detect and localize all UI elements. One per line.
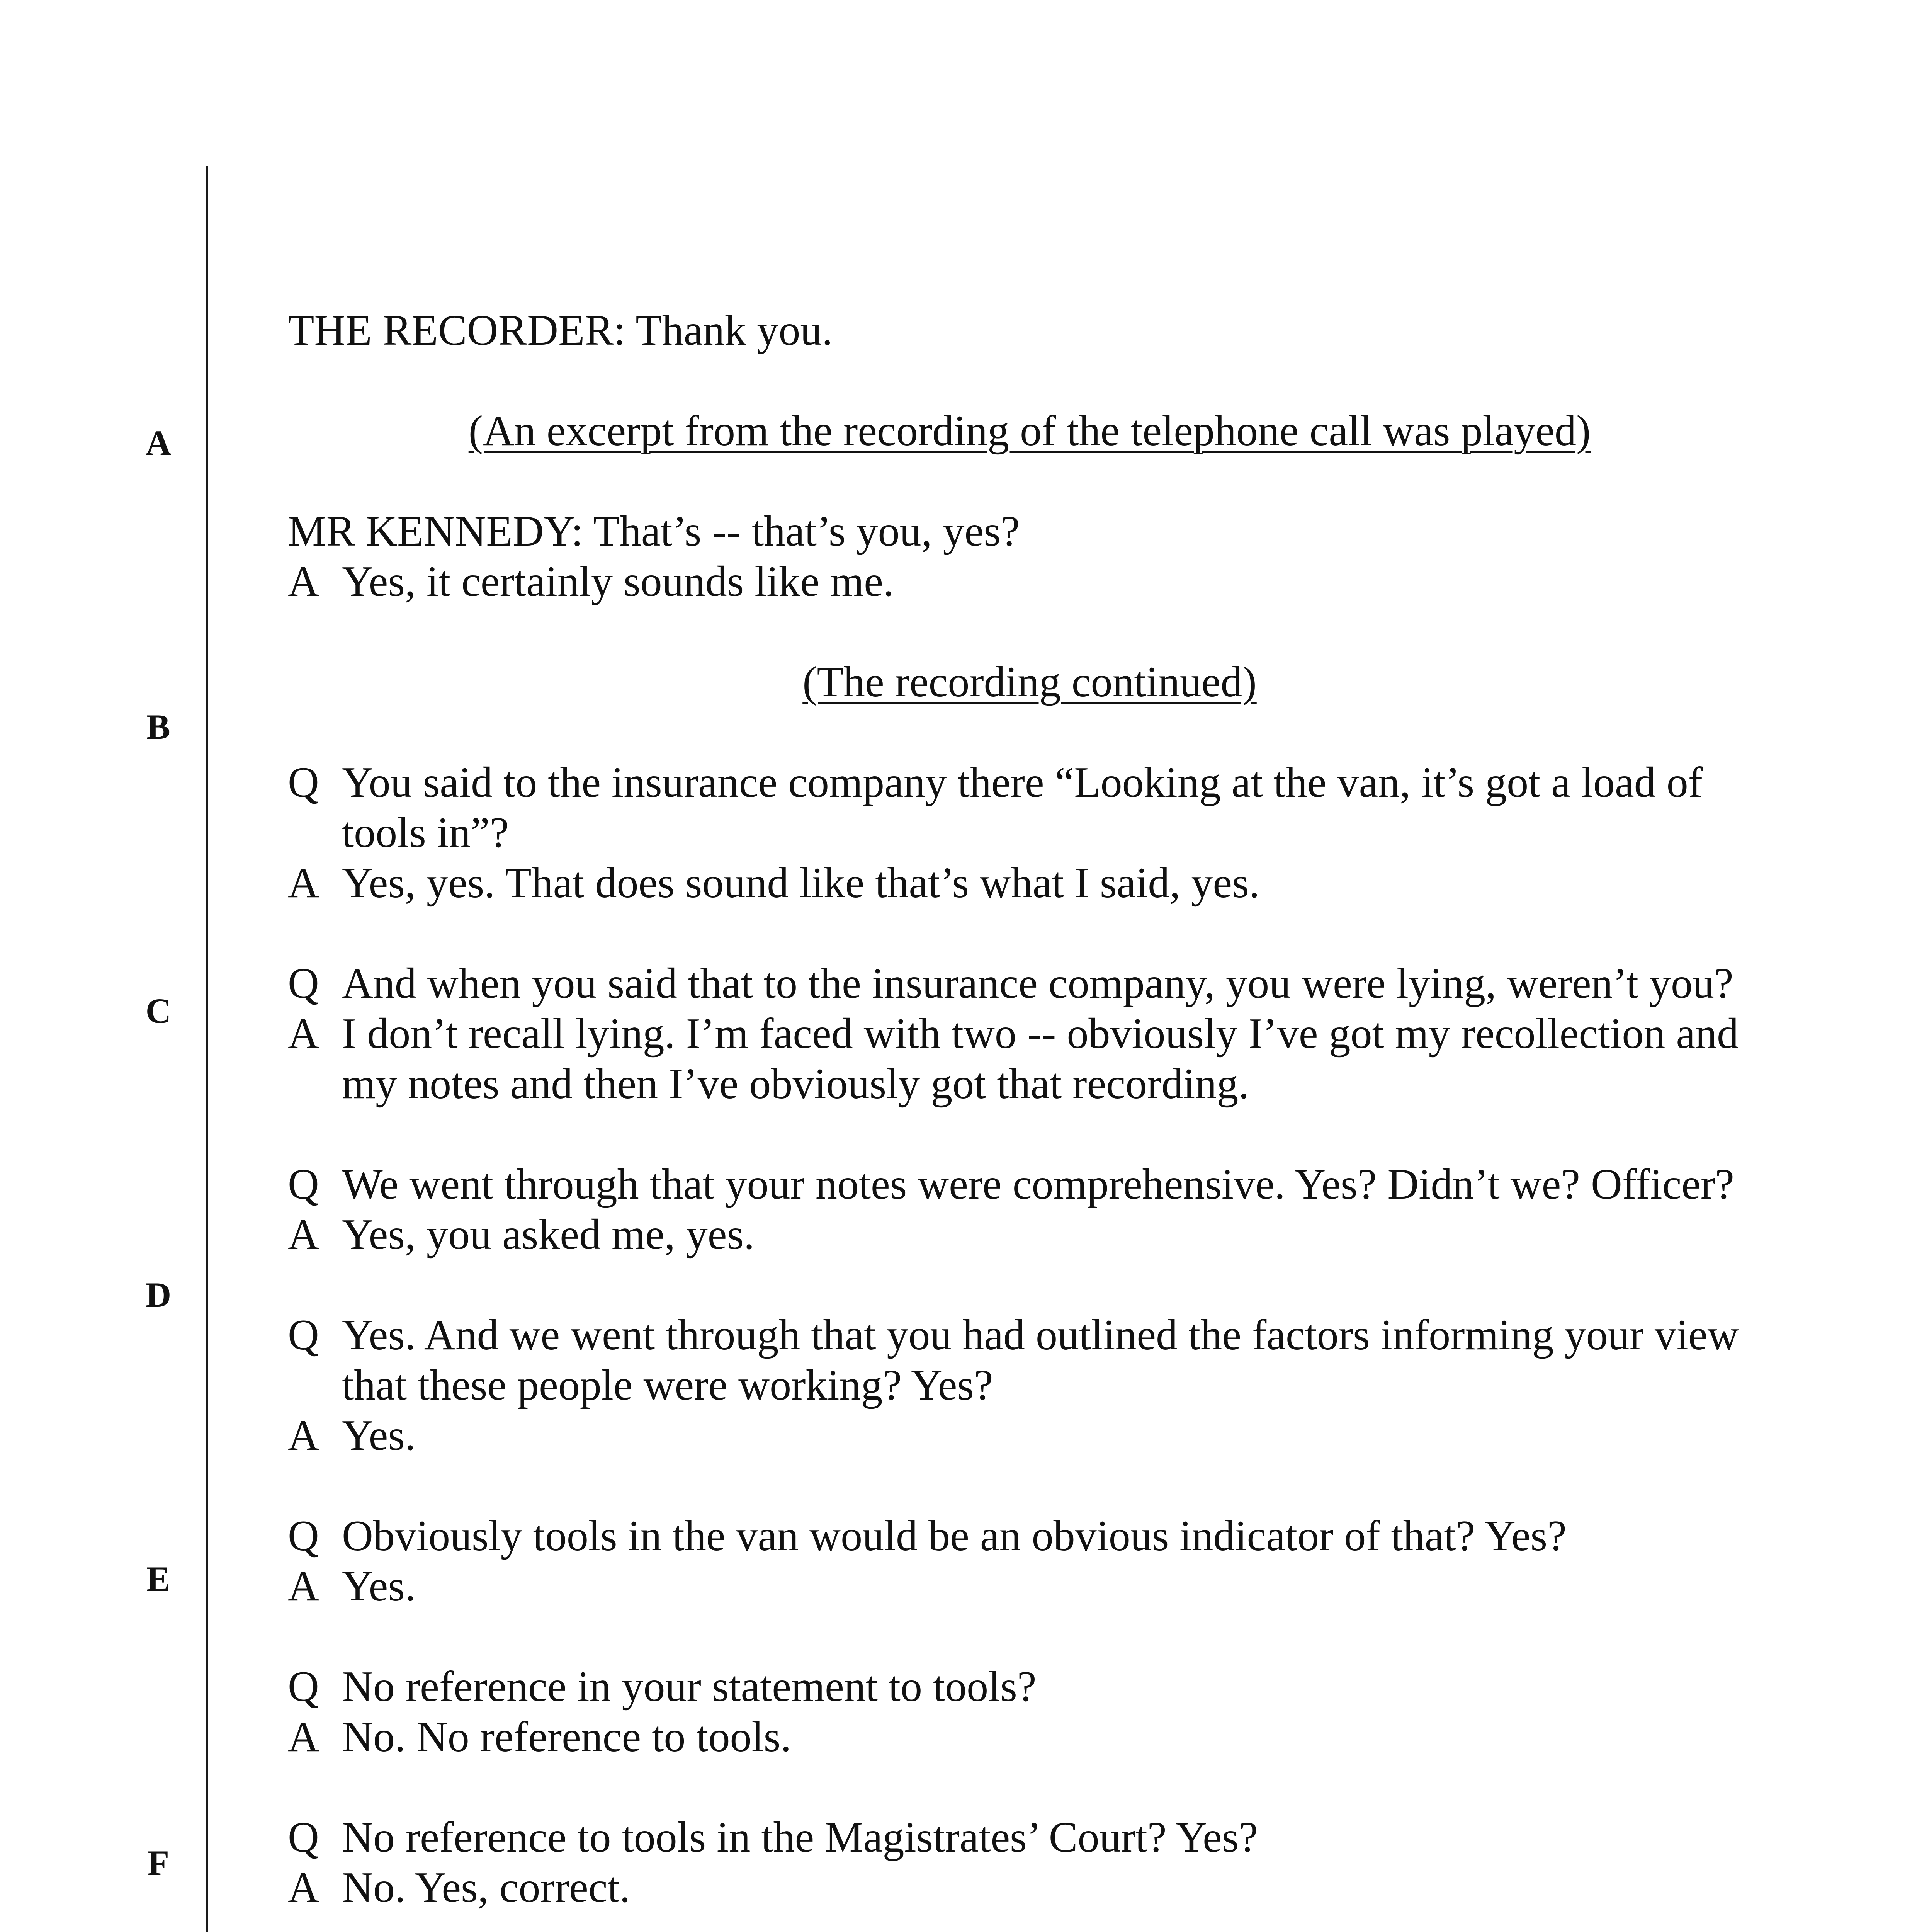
answer: [288, 1862, 1771, 1913]
question: [288, 1662, 1771, 1712]
qa-label: Q: [288, 959, 319, 1007]
transcript-body: [288, 305, 1771, 1932]
qa-text: No. No reference to tools.: [342, 1713, 792, 1761]
qa-text: No. Yes, correct.: [342, 1864, 631, 1912]
margin-line: [206, 166, 208, 1932]
margin-letter-e: E: [146, 1559, 170, 1599]
qa-text: Yes, yes. That does sound like that’s what I said, yes.: [342, 859, 1260, 907]
qa-text: You said to the insurance company there “Looking at the van, it’s got a load of tools in”?: [342, 759, 1703, 857]
qa-label: Q: [288, 1311, 319, 1359]
qa-label: Q: [288, 759, 319, 806]
qa-text: Yes.: [342, 1562, 416, 1610]
answer: [288, 1712, 1771, 1762]
question: [288, 1310, 1771, 1410]
margin-letter-a: A: [145, 423, 172, 463]
margin-letter-f: F: [147, 1843, 170, 1883]
margin-letter-c: C: [145, 991, 172, 1031]
qa-label: A: [288, 859, 319, 907]
qa-label: A: [288, 1412, 319, 1459]
stage-direction-text: (An excerpt from the recording of the telephone call was played): [468, 407, 1591, 455]
qa-label: Q: [288, 1160, 319, 1208]
qa-label: A: [288, 1010, 319, 1058]
qa-label: A: [288, 1864, 319, 1912]
kennedy-line: MR KENNEDY: That’s -- that’s you, yes?: [288, 507, 1020, 555]
qa-text: Yes, you asked me, yes.: [342, 1211, 755, 1259]
answer: [288, 858, 1771, 908]
qa-text: Yes, it certainly sounds like me.: [342, 558, 894, 605]
question: [288, 1159, 1771, 1209]
qa-label: A: [288, 1211, 319, 1259]
question: [288, 1511, 1771, 1561]
answer: [288, 1561, 1771, 1611]
qa-text: Yes.: [342, 1412, 416, 1459]
answer: [288, 556, 1771, 607]
qa-text: We went through that your notes were comprehensive. Yes? Didn’t we? Officer?: [342, 1160, 1735, 1208]
recorder-line: THE RECORDER: Thank you.: [288, 306, 833, 354]
answer: [288, 1410, 1771, 1461]
qa-text: No reference in your statement to tools?: [342, 1663, 1037, 1711]
qa-text: No reference to tools in the Magistrates’ Court? Yes?: [342, 1813, 1258, 1861]
stage-direction: [288, 657, 1771, 707]
stage-direction: [288, 406, 1771, 456]
qa-text: I don’t recall lying. I’m faced with two -- obviously I’ve got my recollection and my notes and then I’ve obviously got that recording.: [342, 1010, 1739, 1108]
question: [288, 757, 1771, 858]
question: [288, 1812, 1771, 1862]
margin-letter-b: B: [146, 707, 170, 747]
qa-label: Q: [288, 1813, 319, 1861]
qa-text: Obviously tools in the van would be an obvious indicator of that? Yes?: [342, 1512, 1567, 1560]
stage-direction-text: (The recording continued): [802, 658, 1257, 706]
qa-label: Q: [288, 1512, 319, 1560]
answer: [288, 1209, 1771, 1260]
qa-label: A: [288, 1713, 319, 1761]
margin-letter-d: D: [145, 1275, 172, 1315]
qa-text: And when you said that to the insurance company, you were lying, weren’t you?: [342, 959, 1733, 1007]
question: [288, 958, 1771, 1009]
qa-label: A: [288, 558, 319, 605]
qa-text: Yes. And we went through that you had outlined the factors informing your view that these people were working? Yes?: [342, 1311, 1739, 1409]
qa-label: Q: [288, 1663, 319, 1711]
answer: [288, 1009, 1771, 1109]
qa-label: A: [288, 1562, 319, 1610]
